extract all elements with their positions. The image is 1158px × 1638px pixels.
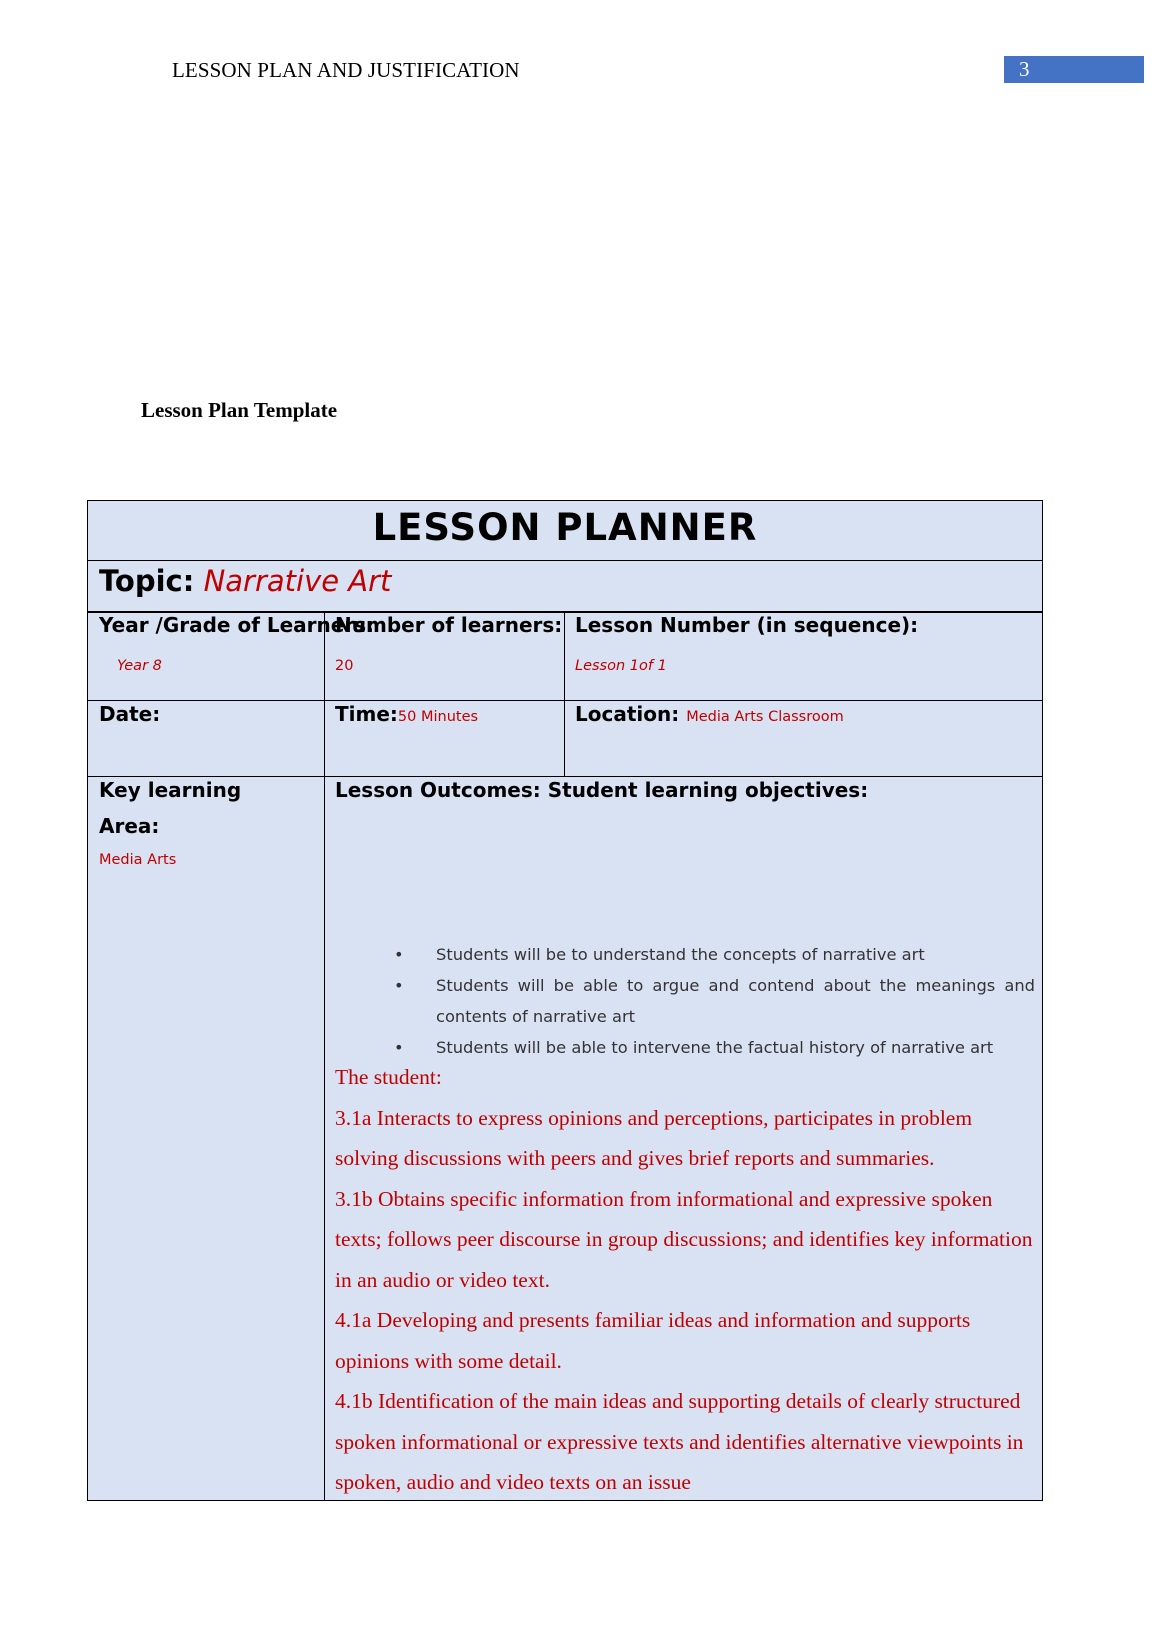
standard-item: 4.1b Identification of the main ideas and supporting details of clearly structured spoken informational or expressive texts and identifies alternative viewpoints in spoken, audio and video texts on an issue xyxy=(335,1389,1024,1494)
standard-item: 3.1a Interacts to express opinions and perceptions, participates in problem solving discussions with peers and gives brief reports and summaries. xyxy=(335,1105,973,1170)
outcomes-row xyxy=(88,777,1042,1500)
objective-item: • Students will be to understand the concepts of narrative art xyxy=(398,939,1035,970)
objectives-list xyxy=(394,939,1035,1063)
document-heading: Lesson Plan Template xyxy=(141,398,338,422)
key-area-label-2: Area: xyxy=(99,814,160,838)
standard-item: 3.1b Obtains specific information from informational and expressive spoken texts; follows peer discourse in group discussions; and identifies key information in an audio or video text. xyxy=(335,1186,1033,1292)
curriculum-standards xyxy=(335,1057,1035,1503)
learners-value: 20 xyxy=(335,658,354,674)
bullet-icon: • xyxy=(394,945,404,964)
location-field xyxy=(575,702,844,726)
location-cell xyxy=(564,701,1042,776)
standard-item: 4.1a Developing and presents familiar ideas and information and supports opinions with some detail. xyxy=(335,1308,971,1373)
planner-title-row xyxy=(88,501,1042,561)
date-cell xyxy=(88,701,324,776)
info-row-2 xyxy=(88,701,1042,777)
time-value: 50 Minutes xyxy=(397,709,479,725)
lesson-number-label: Lesson Number (in sequence): xyxy=(575,613,919,637)
key-area-value: Media Arts xyxy=(99,852,177,868)
time-cell xyxy=(324,701,564,776)
topic-field xyxy=(99,564,391,598)
planner-title: LESSON PLANNER xyxy=(372,506,758,549)
lesson-planner-table xyxy=(87,500,1043,1501)
topic-row xyxy=(88,560,1042,613)
topic-value: Narrative Art xyxy=(203,564,392,598)
topic-label: Topic: xyxy=(99,564,195,598)
info-row-1 xyxy=(88,612,1042,701)
date-label: Date: xyxy=(99,702,161,726)
location-label: Location: xyxy=(575,702,680,726)
objective-item: • Students will be able to argue and contend about the meanings and contents of narrative art xyxy=(398,970,1035,1032)
time-label: Time: xyxy=(335,702,398,726)
key-area-label-1: Key learning xyxy=(99,778,242,802)
key-area-cell xyxy=(88,777,324,1500)
lesson-number-value: Lesson 1of 1 xyxy=(575,658,667,674)
outcomes-cell xyxy=(324,777,1042,1500)
bullet-icon: • xyxy=(394,976,404,995)
running-header-title: LESSON PLAN AND JUSTIFICATION xyxy=(172,58,520,82)
grade-value: Year 8 xyxy=(117,658,162,674)
objective-item: • Students will be able to intervene the factual history of narrative art xyxy=(398,1032,1035,1063)
bullet-icon: • xyxy=(394,1038,404,1057)
learners-label: Number of learners: xyxy=(335,613,563,637)
outcomes-label: Lesson Outcomes: Student learning objectives: xyxy=(335,778,869,802)
location-value: Media Arts Classroom xyxy=(686,709,844,725)
page-number-badge: 3 xyxy=(1004,56,1144,83)
time-field xyxy=(335,702,478,726)
grade-label: Year /Grade of Learners: xyxy=(99,613,375,637)
standards-intro: The student: xyxy=(335,1065,442,1089)
